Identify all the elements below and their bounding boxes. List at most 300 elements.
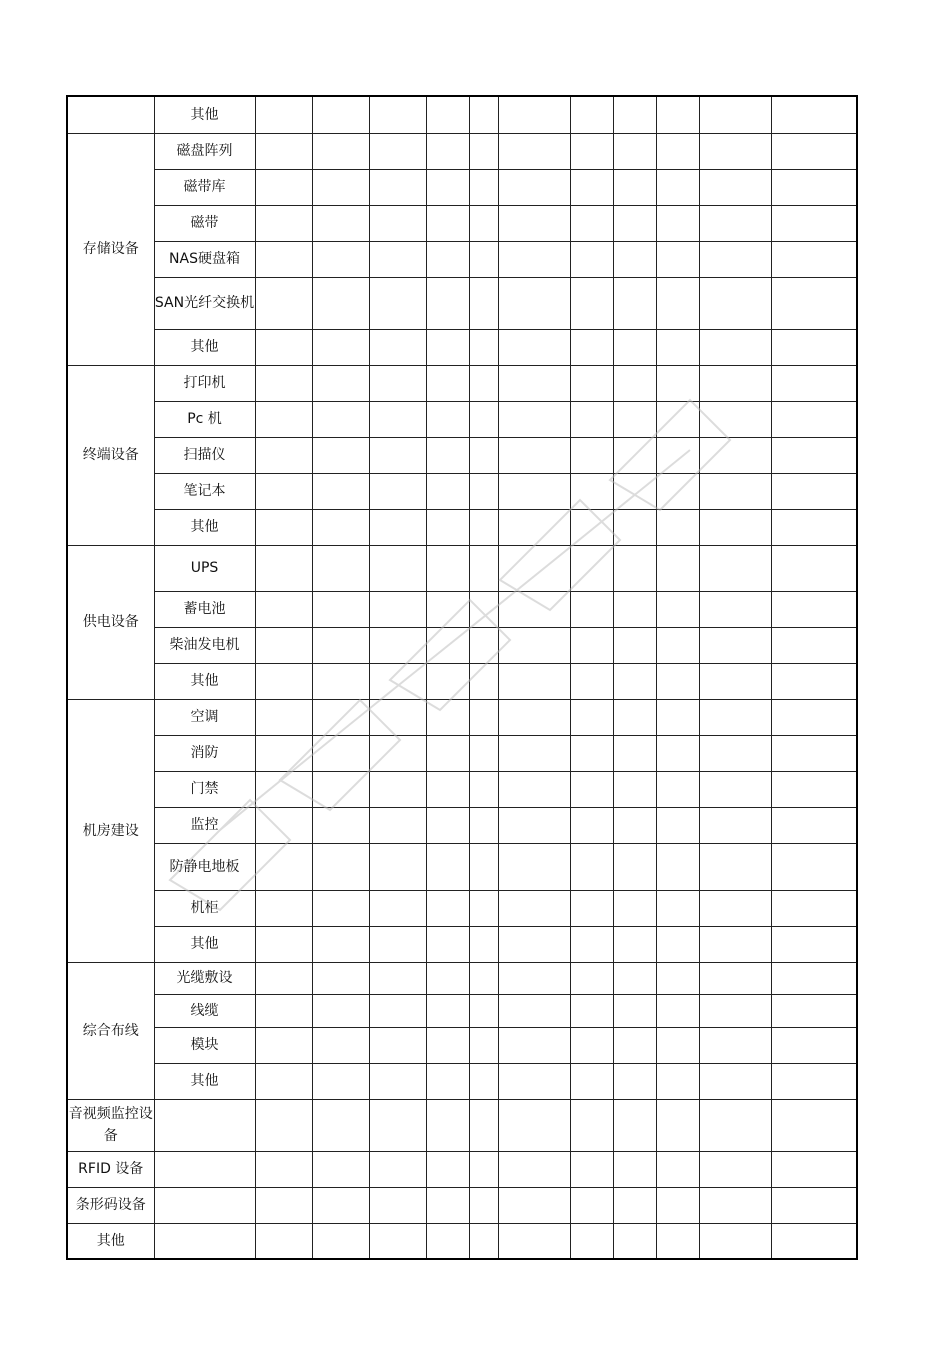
blank-cell[interactable] — [369, 807, 426, 843]
blank-cell[interactable] — [469, 96, 498, 133]
blank-cell[interactable] — [498, 1027, 570, 1063]
blank-cell[interactable] — [570, 1223, 613, 1259]
blank-cell[interactable] — [699, 962, 771, 994]
blank-cell[interactable] — [426, 169, 469, 205]
blank-cell[interactable] — [656, 473, 699, 509]
blank-cell[interactable] — [771, 401, 857, 437]
blank-cell[interactable] — [498, 96, 570, 133]
blank-cell[interactable] — [656, 663, 699, 699]
blank-cell[interactable] — [699, 994, 771, 1027]
blank-cell[interactable] — [426, 890, 469, 926]
blank-cell[interactable] — [426, 96, 469, 133]
blank-cell[interactable] — [255, 771, 312, 807]
blank-cell[interactable] — [771, 843, 857, 890]
blank-cell[interactable] — [312, 843, 369, 890]
blank-cell[interactable] — [426, 473, 469, 509]
blank-cell[interactable] — [469, 1223, 498, 1259]
blank-cell[interactable] — [498, 771, 570, 807]
blank-cell[interactable] — [570, 1151, 613, 1187]
blank-cell[interactable] — [771, 277, 857, 329]
blank-cell[interactable] — [498, 1187, 570, 1223]
blank-cell[interactable] — [426, 994, 469, 1027]
blank-cell[interactable] — [312, 1223, 369, 1259]
blank-cell[interactable] — [312, 509, 369, 545]
blank-cell[interactable] — [570, 365, 613, 401]
blank-cell[interactable] — [771, 627, 857, 663]
blank-cell[interactable] — [426, 699, 469, 735]
blank-cell[interactable] — [312, 329, 369, 365]
blank-cell[interactable] — [498, 962, 570, 994]
blank-cell[interactable] — [613, 735, 656, 771]
blank-cell[interactable] — [369, 591, 426, 627]
blank-cell[interactable] — [699, 96, 771, 133]
blank-cell[interactable] — [656, 437, 699, 473]
blank-cell[interactable] — [426, 843, 469, 890]
blank-cell[interactable] — [369, 1151, 426, 1187]
blank-cell[interactable] — [469, 545, 498, 591]
blank-cell[interactable] — [312, 926, 369, 962]
blank-cell[interactable] — [570, 133, 613, 169]
blank-cell[interactable] — [312, 1063, 369, 1099]
blank-cell[interactable] — [255, 890, 312, 926]
blank-cell[interactable] — [469, 133, 498, 169]
blank-cell[interactable] — [771, 241, 857, 277]
blank-cell[interactable] — [312, 771, 369, 807]
blank-cell[interactable] — [369, 241, 426, 277]
blank-cell[interactable] — [771, 699, 857, 735]
blank-cell[interactable] — [656, 365, 699, 401]
blank-cell[interactable] — [255, 1187, 312, 1223]
blank-cell[interactable] — [369, 843, 426, 890]
blank-cell[interactable] — [255, 169, 312, 205]
blank-cell[interactable] — [498, 663, 570, 699]
blank-cell[interactable] — [498, 437, 570, 473]
blank-cell[interactable] — [699, 509, 771, 545]
blank-cell[interactable] — [469, 699, 498, 735]
blank-cell[interactable] — [255, 735, 312, 771]
blank-cell[interactable] — [656, 241, 699, 277]
blank-cell[interactable] — [771, 1027, 857, 1063]
blank-cell[interactable] — [771, 807, 857, 843]
blank-cell[interactable] — [771, 437, 857, 473]
blank-cell[interactable] — [771, 169, 857, 205]
blank-cell[interactable] — [469, 329, 498, 365]
blank-cell[interactable] — [613, 437, 656, 473]
blank-cell[interactable] — [312, 735, 369, 771]
blank-cell[interactable] — [656, 1063, 699, 1099]
blank-cell[interactable] — [312, 663, 369, 699]
blank-cell[interactable] — [771, 1099, 857, 1151]
blank-cell[interactable] — [570, 807, 613, 843]
blank-cell[interactable] — [469, 962, 498, 994]
blank-cell[interactable] — [570, 890, 613, 926]
blank-cell[interactable] — [255, 962, 312, 994]
blank-cell[interactable] — [613, 627, 656, 663]
blank-cell[interactable] — [656, 843, 699, 890]
blank-cell[interactable] — [613, 277, 656, 329]
blank-cell[interactable] — [656, 133, 699, 169]
blank-cell[interactable] — [570, 699, 613, 735]
blank-cell[interactable] — [369, 771, 426, 807]
blank-cell[interactable] — [656, 807, 699, 843]
blank-cell[interactable] — [369, 401, 426, 437]
blank-cell[interactable] — [656, 926, 699, 962]
blank-cell[interactable] — [613, 1187, 656, 1223]
blank-cell[interactable] — [771, 962, 857, 994]
blank-cell[interactable] — [255, 133, 312, 169]
blank-cell[interactable] — [570, 1187, 613, 1223]
blank-cell[interactable] — [699, 169, 771, 205]
blank-cell[interactable] — [426, 807, 469, 843]
blank-cell[interactable] — [570, 962, 613, 994]
blank-cell[interactable] — [656, 1099, 699, 1151]
blank-cell[interactable] — [312, 133, 369, 169]
blank-cell[interactable] — [312, 1099, 369, 1151]
blank-cell[interactable] — [498, 591, 570, 627]
blank-cell[interactable] — [613, 205, 656, 241]
blank-cell[interactable] — [498, 1151, 570, 1187]
blank-cell[interactable] — [771, 545, 857, 591]
blank-cell[interactable] — [469, 771, 498, 807]
blank-cell[interactable] — [699, 545, 771, 591]
blank-cell[interactable] — [469, 401, 498, 437]
blank-cell[interactable] — [613, 169, 656, 205]
blank-cell[interactable] — [699, 365, 771, 401]
blank-cell[interactable] — [312, 1187, 369, 1223]
blank-cell[interactable] — [699, 1223, 771, 1259]
blank-cell[interactable] — [771, 329, 857, 365]
blank-cell[interactable] — [312, 169, 369, 205]
blank-cell[interactable] — [570, 401, 613, 437]
blank-cell[interactable] — [656, 735, 699, 771]
blank-cell[interactable] — [312, 365, 369, 401]
blank-cell[interactable] — [255, 437, 312, 473]
blank-cell[interactable] — [570, 437, 613, 473]
blank-cell[interactable] — [656, 329, 699, 365]
blank-cell[interactable] — [426, 1151, 469, 1187]
blank-cell[interactable] — [255, 1063, 312, 1099]
blank-cell[interactable] — [369, 545, 426, 591]
blank-cell[interactable] — [426, 509, 469, 545]
blank-cell[interactable] — [656, 1223, 699, 1259]
blank-cell[interactable] — [426, 962, 469, 994]
blank-cell[interactable] — [255, 926, 312, 962]
blank-cell[interactable] — [570, 1099, 613, 1151]
blank-cell[interactable] — [498, 807, 570, 843]
blank-cell[interactable] — [426, 1099, 469, 1151]
blank-cell[interactable] — [369, 473, 426, 509]
blank-cell[interactable] — [312, 96, 369, 133]
blank-cell[interactable] — [369, 437, 426, 473]
blank-cell[interactable] — [469, 1027, 498, 1063]
blank-cell[interactable] — [570, 926, 613, 962]
blank-cell[interactable] — [469, 1151, 498, 1187]
blank-cell[interactable] — [771, 926, 857, 962]
blank-cell[interactable] — [570, 473, 613, 509]
blank-cell[interactable] — [426, 437, 469, 473]
blank-cell[interactable] — [656, 771, 699, 807]
blank-cell[interactable] — [613, 1223, 656, 1259]
blank-cell[interactable] — [771, 591, 857, 627]
blank-cell[interactable] — [656, 1027, 699, 1063]
blank-cell[interactable] — [498, 277, 570, 329]
blank-cell[interactable] — [570, 627, 613, 663]
blank-cell[interactable] — [613, 545, 656, 591]
blank-cell[interactable] — [255, 807, 312, 843]
blank-cell[interactable] — [498, 509, 570, 545]
blank-cell[interactable] — [369, 994, 426, 1027]
blank-cell[interactable] — [613, 843, 656, 890]
blank-cell[interactable] — [656, 169, 699, 205]
blank-cell[interactable] — [255, 96, 312, 133]
blank-cell[interactable] — [570, 591, 613, 627]
blank-cell[interactable] — [369, 890, 426, 926]
blank-cell[interactable] — [656, 205, 699, 241]
blank-cell[interactable] — [312, 962, 369, 994]
blank-cell[interactable] — [498, 545, 570, 591]
blank-cell[interactable] — [570, 205, 613, 241]
blank-cell[interactable] — [426, 205, 469, 241]
blank-cell[interactable] — [469, 509, 498, 545]
blank-cell[interactable] — [469, 169, 498, 205]
blank-cell[interactable] — [469, 591, 498, 627]
blank-cell[interactable] — [369, 699, 426, 735]
blank-cell[interactable] — [469, 843, 498, 890]
blank-cell[interactable] — [699, 699, 771, 735]
blank-cell[interactable] — [656, 401, 699, 437]
blank-cell[interactable] — [426, 401, 469, 437]
blank-cell[interactable] — [699, 133, 771, 169]
blank-cell[interactable] — [656, 277, 699, 329]
blank-cell[interactable] — [656, 627, 699, 663]
blank-cell[interactable] — [613, 133, 656, 169]
blank-cell[interactable] — [369, 365, 426, 401]
blank-cell[interactable] — [369, 133, 426, 169]
blank-cell[interactable] — [426, 1027, 469, 1063]
blank-cell[interactable] — [498, 205, 570, 241]
blank-cell[interactable] — [570, 771, 613, 807]
blank-cell[interactable] — [699, 473, 771, 509]
blank-cell[interactable] — [656, 962, 699, 994]
blank-cell[interactable] — [312, 1151, 369, 1187]
blank-cell[interactable] — [699, 329, 771, 365]
blank-cell[interactable] — [469, 1187, 498, 1223]
blank-cell[interactable] — [312, 994, 369, 1027]
blank-cell[interactable] — [771, 205, 857, 241]
blank-cell[interactable] — [469, 926, 498, 962]
blank-cell[interactable] — [498, 473, 570, 509]
blank-cell[interactable] — [699, 591, 771, 627]
blank-cell[interactable] — [498, 133, 570, 169]
blank-cell[interactable] — [469, 365, 498, 401]
blank-cell[interactable] — [613, 1099, 656, 1151]
blank-cell[interactable] — [255, 241, 312, 277]
blank-cell[interactable] — [312, 205, 369, 241]
blank-cell[interactable] — [469, 1063, 498, 1099]
blank-cell[interactable] — [426, 133, 469, 169]
blank-cell[interactable] — [426, 591, 469, 627]
blank-cell[interactable] — [699, 663, 771, 699]
blank-cell[interactable] — [498, 169, 570, 205]
blank-cell[interactable] — [369, 329, 426, 365]
blank-cell[interactable] — [570, 509, 613, 545]
blank-cell[interactable] — [255, 205, 312, 241]
blank-cell[interactable] — [369, 663, 426, 699]
blank-cell[interactable] — [469, 663, 498, 699]
blank-cell[interactable] — [369, 277, 426, 329]
blank-cell[interactable] — [369, 96, 426, 133]
blank-cell[interactable] — [255, 473, 312, 509]
blank-cell[interactable] — [699, 1151, 771, 1187]
blank-cell[interactable] — [498, 890, 570, 926]
blank-cell[interactable] — [656, 509, 699, 545]
blank-cell[interactable] — [426, 545, 469, 591]
blank-cell[interactable] — [570, 96, 613, 133]
blank-cell[interactable] — [426, 1223, 469, 1259]
blank-cell[interactable] — [312, 807, 369, 843]
blank-cell[interactable] — [469, 437, 498, 473]
blank-cell[interactable] — [656, 591, 699, 627]
blank-cell[interactable] — [498, 241, 570, 277]
blank-cell[interactable] — [255, 1223, 312, 1259]
blank-cell[interactable] — [312, 437, 369, 473]
blank-cell[interactable] — [312, 627, 369, 663]
blank-cell[interactable] — [570, 241, 613, 277]
blank-cell[interactable] — [255, 545, 312, 591]
blank-cell[interactable] — [426, 329, 469, 365]
blank-cell[interactable] — [312, 699, 369, 735]
blank-cell[interactable] — [469, 807, 498, 843]
blank-cell[interactable] — [369, 1027, 426, 1063]
blank-cell[interactable] — [570, 735, 613, 771]
blank-cell[interactable] — [613, 1063, 656, 1099]
blank-cell[interactable] — [699, 241, 771, 277]
blank-cell[interactable] — [369, 1187, 426, 1223]
blank-cell[interactable] — [498, 329, 570, 365]
blank-cell[interactable] — [771, 1151, 857, 1187]
blank-cell[interactable] — [426, 1063, 469, 1099]
blank-cell[interactable] — [656, 994, 699, 1027]
blank-cell[interactable] — [656, 1151, 699, 1187]
blank-cell[interactable] — [369, 1223, 426, 1259]
blank-cell[interactable] — [498, 994, 570, 1027]
blank-cell[interactable] — [699, 1027, 771, 1063]
blank-cell[interactable] — [255, 627, 312, 663]
blank-cell[interactable] — [570, 1063, 613, 1099]
blank-cell[interactable] — [570, 1027, 613, 1063]
blank-cell[interactable] — [699, 437, 771, 473]
blank-cell[interactable] — [570, 277, 613, 329]
blank-cell[interactable] — [613, 509, 656, 545]
blank-cell[interactable] — [613, 807, 656, 843]
blank-cell[interactable] — [613, 1151, 656, 1187]
blank-cell[interactable] — [771, 473, 857, 509]
blank-cell[interactable] — [255, 699, 312, 735]
blank-cell[interactable] — [426, 771, 469, 807]
blank-cell[interactable] — [699, 627, 771, 663]
blank-cell[interactable] — [570, 329, 613, 365]
blank-cell[interactable] — [613, 962, 656, 994]
blank-cell[interactable] — [426, 627, 469, 663]
blank-cell[interactable] — [426, 663, 469, 699]
blank-cell[interactable] — [771, 771, 857, 807]
blank-cell[interactable] — [255, 591, 312, 627]
blank-cell[interactable] — [369, 962, 426, 994]
blank-cell[interactable] — [369, 1063, 426, 1099]
blank-cell[interactable] — [469, 277, 498, 329]
blank-cell[interactable] — [613, 473, 656, 509]
blank-cell[interactable] — [498, 627, 570, 663]
blank-cell[interactable] — [426, 926, 469, 962]
blank-cell[interactable] — [656, 1187, 699, 1223]
blank-cell[interactable] — [656, 699, 699, 735]
blank-cell[interactable] — [699, 890, 771, 926]
blank-cell[interactable] — [613, 890, 656, 926]
blank-cell[interactable] — [613, 365, 656, 401]
blank-cell[interactable] — [498, 365, 570, 401]
blank-cell[interactable] — [498, 843, 570, 890]
blank-cell[interactable] — [255, 663, 312, 699]
blank-cell[interactable] — [312, 473, 369, 509]
blank-cell[interactable] — [699, 843, 771, 890]
blank-cell[interactable] — [699, 1099, 771, 1151]
blank-cell[interactable] — [570, 843, 613, 890]
blank-cell[interactable] — [369, 509, 426, 545]
blank-cell[interactable] — [426, 277, 469, 329]
blank-cell[interactable] — [771, 1063, 857, 1099]
blank-cell[interactable] — [699, 926, 771, 962]
blank-cell[interactable] — [469, 1099, 498, 1151]
blank-cell[interactable] — [312, 545, 369, 591]
blank-cell[interactable] — [498, 1063, 570, 1099]
blank-cell[interactable] — [469, 735, 498, 771]
blank-cell[interactable] — [255, 994, 312, 1027]
blank-cell[interactable] — [312, 591, 369, 627]
blank-cell[interactable] — [469, 890, 498, 926]
blank-cell[interactable] — [570, 169, 613, 205]
blank-cell[interactable] — [699, 277, 771, 329]
blank-cell[interactable] — [613, 96, 656, 133]
blank-cell[interactable] — [570, 663, 613, 699]
blank-cell[interactable] — [369, 1099, 426, 1151]
blank-cell[interactable] — [613, 401, 656, 437]
blank-cell[interactable] — [426, 241, 469, 277]
blank-cell[interactable] — [426, 735, 469, 771]
blank-cell[interactable] — [771, 735, 857, 771]
blank-cell[interactable] — [613, 771, 656, 807]
blank-cell[interactable] — [656, 890, 699, 926]
blank-cell[interactable] — [312, 401, 369, 437]
blank-cell[interactable] — [771, 96, 857, 133]
blank-cell[interactable] — [613, 926, 656, 962]
blank-cell[interactable] — [699, 1063, 771, 1099]
blank-cell[interactable] — [613, 1027, 656, 1063]
blank-cell[interactable] — [469, 627, 498, 663]
blank-cell[interactable] — [426, 365, 469, 401]
blank-cell[interactable] — [498, 401, 570, 437]
blank-cell[interactable] — [613, 591, 656, 627]
blank-cell[interactable] — [255, 329, 312, 365]
blank-cell[interactable] — [613, 241, 656, 277]
blank-cell[interactable] — [255, 1151, 312, 1187]
blank-cell[interactable] — [613, 994, 656, 1027]
blank-cell[interactable] — [255, 401, 312, 437]
blank-cell[interactable] — [469, 241, 498, 277]
blank-cell[interactable] — [570, 994, 613, 1027]
blank-cell[interactable] — [469, 994, 498, 1027]
blank-cell[interactable] — [498, 735, 570, 771]
blank-cell[interactable] — [369, 627, 426, 663]
